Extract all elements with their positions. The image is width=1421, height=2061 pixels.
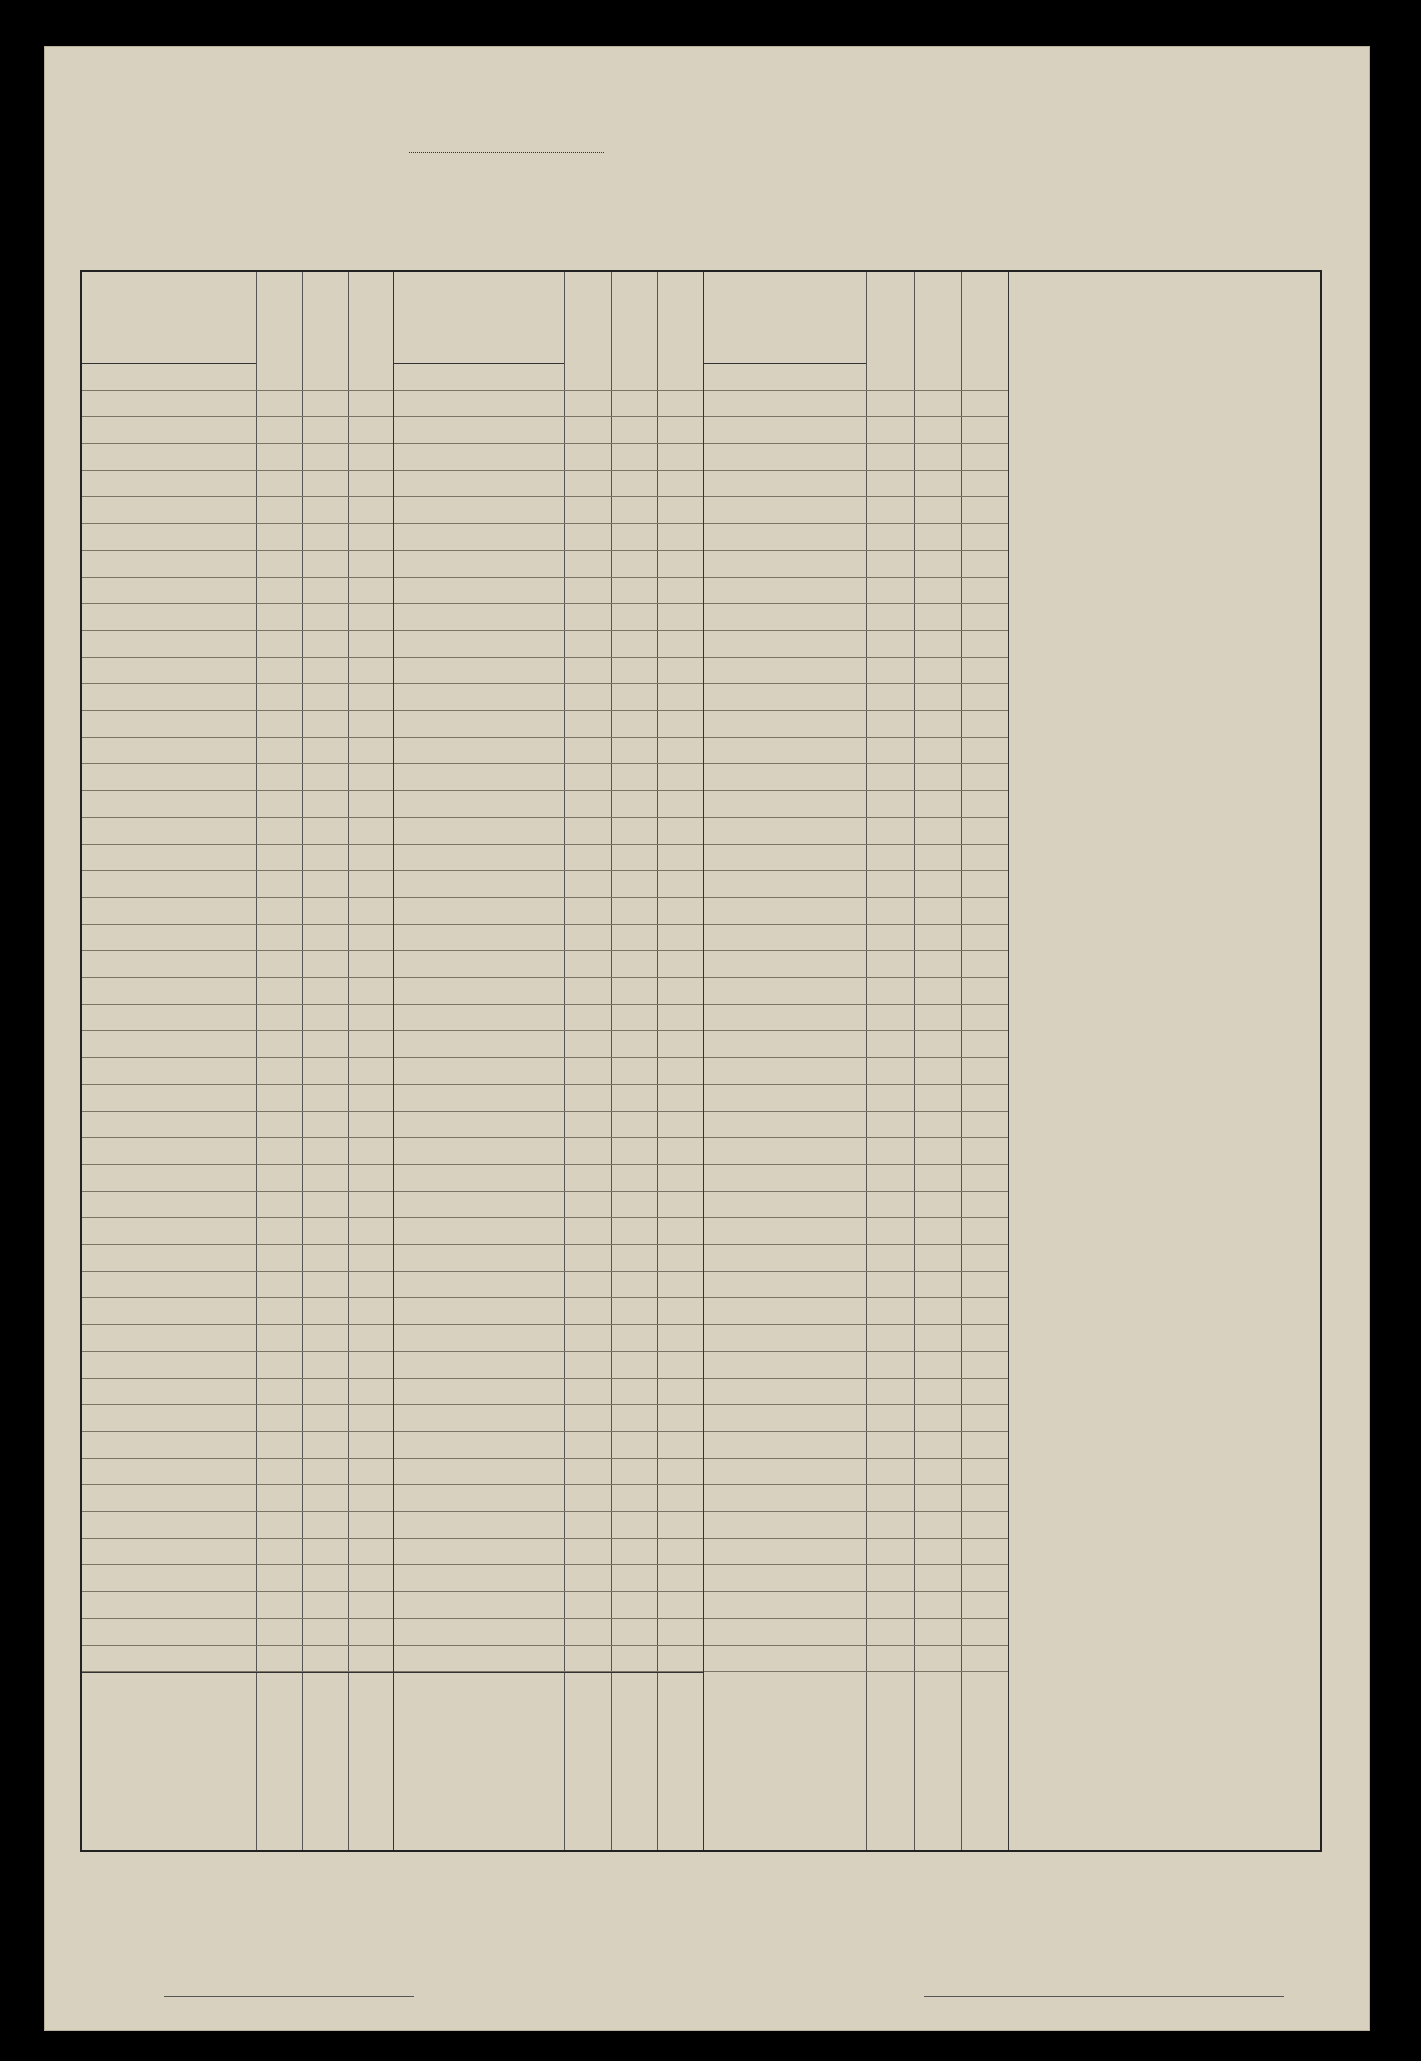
table-row (394, 1218, 703, 1245)
table-row (704, 951, 1008, 978)
table-row (704, 871, 1008, 898)
table-row (82, 1539, 393, 1566)
table-row (82, 1405, 393, 1432)
table-row (82, 1085, 393, 1112)
table-row (394, 1646, 703, 1673)
table-row (394, 818, 703, 845)
table-row (704, 658, 1008, 685)
table-row (704, 604, 1008, 631)
table-row (82, 711, 393, 738)
table-row (704, 1192, 1008, 1219)
table-row (394, 951, 703, 978)
table-row (394, 1058, 703, 1085)
table-row (704, 524, 1008, 551)
column-header-reinfs (349, 272, 395, 364)
table-row (704, 925, 1008, 952)
table-row (82, 471, 393, 498)
form-sheet (44, 46, 1370, 2031)
table-row (394, 1138, 703, 1165)
table-row (82, 417, 393, 444)
table-row (82, 364, 393, 391)
table-row (704, 1272, 1008, 1299)
column-header-posted (915, 272, 963, 364)
signature-line (924, 1996, 1284, 1997)
table-row (394, 498, 703, 525)
table-row (704, 631, 1008, 658)
table-row (704, 444, 1008, 471)
table-row (82, 818, 393, 845)
column-header-reinfs (658, 272, 705, 364)
table-row (704, 1245, 1008, 1272)
table-row (394, 765, 703, 792)
table-row (82, 1245, 393, 1272)
table-row (704, 1619, 1008, 1646)
table-row (82, 604, 393, 631)
table-row (704, 1566, 1008, 1593)
table-row (394, 1592, 703, 1619)
table-row (704, 391, 1008, 418)
table-row (394, 1299, 703, 1326)
table-row (82, 1032, 393, 1059)
despatch-line (164, 1996, 414, 1997)
table-row (394, 1459, 703, 1486)
table-row (394, 684, 703, 711)
table-row (394, 551, 703, 578)
table-row (394, 845, 703, 872)
carried-forward-row (394, 1672, 703, 1854)
table-row (82, 1325, 393, 1352)
table-row (82, 1272, 393, 1299)
table-section-3 (704, 272, 1009, 1850)
table-row (394, 364, 703, 391)
table-row (394, 1566, 703, 1593)
table-row (704, 1299, 1008, 1326)
table-row (82, 791, 393, 818)
table-row (82, 1165, 393, 1192)
table-row (704, 1459, 1008, 1486)
column-header-reinfs (962, 272, 1010, 364)
table-row (394, 524, 703, 551)
table-row (704, 1379, 1008, 1406)
column-header-we (867, 272, 915, 364)
table-row (704, 738, 1008, 765)
table-row (82, 1005, 393, 1032)
table-row (82, 391, 393, 418)
table-row (704, 1325, 1008, 1352)
table-row (394, 1405, 703, 1432)
table-row (394, 1485, 703, 1512)
table-row (394, 1112, 703, 1139)
table-row (394, 1032, 703, 1059)
table-row (82, 1619, 393, 1646)
table-row (704, 1165, 1008, 1192)
table-row (394, 578, 703, 605)
table-row (394, 871, 703, 898)
table-row (82, 978, 393, 1005)
table-row (82, 1299, 393, 1326)
table-row (82, 444, 393, 471)
table-row (82, 1592, 393, 1619)
table-row (82, 498, 393, 525)
table-row (82, 1566, 393, 1593)
table-row (704, 551, 1008, 578)
table-row (704, 1646, 1008, 1673)
table-row (394, 1379, 703, 1406)
table-row (82, 925, 393, 952)
column-header-we (565, 272, 612, 364)
table-section-1 (82, 272, 394, 1850)
table-row (704, 1485, 1008, 1512)
table-row (394, 604, 703, 631)
table-row (82, 684, 393, 711)
table-row (82, 898, 393, 925)
table-row (394, 1245, 703, 1272)
table-row (82, 658, 393, 685)
table-row (704, 1058, 1008, 1085)
table-row (394, 1192, 703, 1219)
table-section-2 (394, 272, 704, 1850)
table-row (394, 978, 703, 1005)
table-row (82, 1218, 393, 1245)
table-row (82, 1485, 393, 1512)
column-header-posted (612, 272, 659, 364)
table-row (704, 898, 1008, 925)
table-row (704, 765, 1008, 792)
table-row (394, 1619, 703, 1646)
table-row (704, 791, 1008, 818)
table-row (394, 631, 703, 658)
table-row (394, 711, 703, 738)
table-row (704, 1352, 1008, 1379)
column-header-details (394, 272, 564, 364)
table-row (82, 631, 393, 658)
column-header-details (704, 272, 866, 364)
table-row (82, 1512, 393, 1539)
table-row (704, 578, 1008, 605)
table-row (394, 444, 703, 471)
table-row (704, 498, 1008, 525)
strength-table (80, 270, 1322, 1852)
table-row (82, 1138, 393, 1165)
column-header-posted (303, 272, 349, 364)
table-row (82, 951, 393, 978)
table-row (704, 1432, 1008, 1459)
table-row (704, 1539, 1008, 1566)
table-row (394, 1352, 703, 1379)
table-row (82, 845, 393, 872)
table-row (82, 1646, 393, 1673)
table-row (704, 1112, 1008, 1139)
table-row (704, 1592, 1008, 1619)
table-row (704, 978, 1008, 1005)
table-row (704, 818, 1008, 845)
table-row (82, 871, 393, 898)
table-row (394, 1272, 703, 1299)
table-row (394, 1539, 703, 1566)
column-header-details (82, 272, 256, 364)
table-row (82, 1432, 393, 1459)
unit-dotted-line (409, 152, 604, 153)
table-row (704, 1005, 1008, 1032)
table-row (394, 738, 703, 765)
table-row (704, 684, 1008, 711)
table-row (394, 391, 703, 418)
table-row (82, 1058, 393, 1085)
carried-forward-row (82, 1672, 393, 1854)
table-row (82, 1352, 393, 1379)
table-row (704, 364, 1008, 391)
table-row (704, 1138, 1008, 1165)
column-header-we (257, 272, 303, 364)
table-row (394, 1005, 703, 1032)
table-row (704, 845, 1008, 872)
table-row (704, 1218, 1008, 1245)
table-row (82, 1192, 393, 1219)
table-row (704, 1512, 1008, 1539)
table-row (704, 417, 1008, 444)
table-row (394, 1165, 703, 1192)
table-row (394, 471, 703, 498)
table-row (704, 711, 1008, 738)
table-row (394, 1325, 703, 1352)
table-row (704, 1032, 1008, 1059)
table-row (394, 791, 703, 818)
table-row (82, 1112, 393, 1139)
table-row (82, 578, 393, 605)
table-row (394, 417, 703, 444)
table-row (82, 524, 393, 551)
table-row (82, 738, 393, 765)
table-row (82, 765, 393, 792)
table-row (394, 1512, 703, 1539)
table-row (394, 898, 703, 925)
table-row (704, 471, 1008, 498)
table-row (82, 1459, 393, 1486)
table-row (394, 658, 703, 685)
table-row (82, 1379, 393, 1406)
table-row (704, 1405, 1008, 1432)
table-row (394, 1432, 703, 1459)
table-row (394, 1085, 703, 1112)
table-row (704, 1085, 1008, 1112)
table-row (82, 551, 393, 578)
table-row (394, 925, 703, 952)
